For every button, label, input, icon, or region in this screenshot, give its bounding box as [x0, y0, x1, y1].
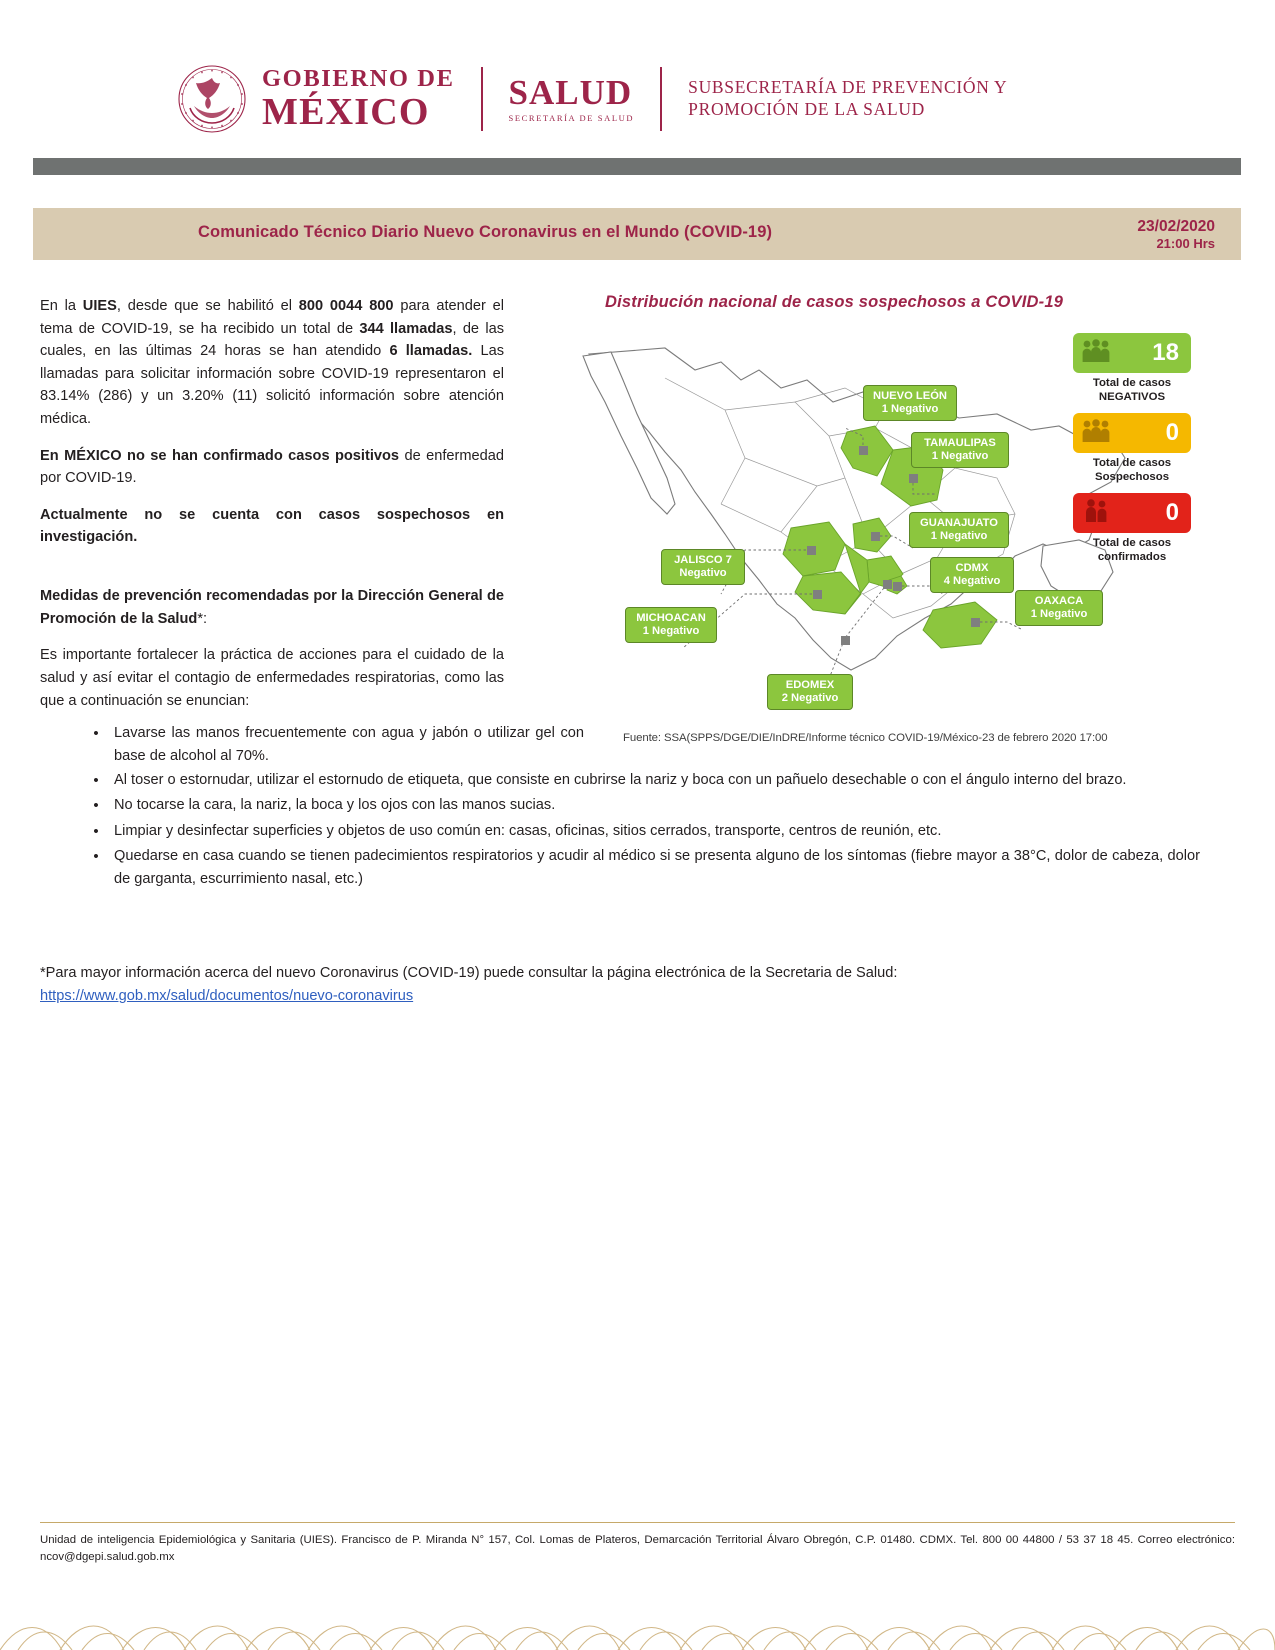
salud-wordmark — [509, 75, 635, 123]
p1-bold-phone: 800 0044 800 — [298, 298, 394, 314]
people-icon-negativos — [1081, 338, 1111, 369]
column-spacer — [40, 563, 504, 585]
document-title-bar — [33, 208, 1241, 260]
list-item — [40, 845, 1200, 890]
p1-seg1: En la — [40, 298, 83, 314]
subsecretaria-line-1: SUBSECRETARÍA DE PREVENCIÓN Y — [688, 77, 1008, 98]
legend-caption-confirmados-l2: confirmados — [1097, 550, 1167, 563]
paragraph-no-positivos — [40, 445, 504, 490]
state-name-oaxaca: OAXACA — [1034, 595, 1084, 607]
bullet-text-2: Al toser o estornudar, utilizar el estornudo de etiqueta, que consiste en cubrirse la nariz y boca con un pañuelo desechable o con el ángulo interno del brazo. — [114, 772, 1127, 789]
p1-bold-total: 344 llamadas — [359, 320, 453, 337]
state-name-jalisco: JALISCO 7 — [674, 554, 732, 566]
p4-bold: Medidas de prevención recomendadas por la Dirección General de Promoción de la Salud — [40, 588, 504, 627]
state-callout-nuevo-leon — [863, 385, 957, 421]
footer-divider — [40, 1522, 1235, 1523]
footnote-block — [40, 962, 1200, 1009]
bullet-icon: • — [93, 822, 99, 840]
list-item — [40, 769, 1200, 792]
legend-caption-sospechosos — [1067, 457, 1197, 484]
state-callout-michoacan — [625, 607, 717, 643]
report-date-block — [1137, 217, 1215, 253]
state-callout-cdmx — [930, 557, 1014, 593]
legend-number-sospechosos: 0 — [1165, 419, 1179, 446]
header-logos — [170, 62, 1007, 136]
state-name-tamaulipas: TAMAULIPAS — [924, 437, 996, 449]
salud-subtitle: SECRETARÍA DE SALUD — [508, 113, 635, 123]
bullet-icon: • — [93, 772, 99, 790]
divider-1 — [481, 67, 483, 131]
map-title: Distribución nacional de casos sospechosos a COVID-19 — [605, 293, 1064, 311]
prevention-measures-list — [40, 722, 1200, 892]
report-time: 21:00 Hrs — [1156, 236, 1215, 252]
p1-seg4: , de las cuales, en las últimas 24 horas se han atendido — [40, 320, 504, 360]
p1-seg5: Las llamadas para solicitar información sobre COVID-19 representaron el 83.14% (286) y un 3.20% (11) solicitó información sobre atención médica. — [40, 343, 504, 428]
mexico-line: MÉXICO — [262, 91, 430, 134]
p2-rest: de enfermedad por COVID-19. — [40, 447, 504, 487]
p1-bold-24h: 6 llamadas. — [389, 343, 473, 360]
page-header — [0, 0, 1275, 165]
state-name-guanajuato: GUANAJUATO — [920, 517, 998, 529]
state-value-cdmx: 4 Negativo — [943, 575, 1001, 588]
paragraph-uies — [40, 295, 504, 431]
state-name-edomex: EDOMEX — [785, 679, 835, 691]
p1-seg3: para atender el tema de COVID-19, se ha recibido un total de — [40, 298, 504, 337]
mexico-map-figure — [545, 318, 1155, 718]
state-name-nuevo-leon: NUEVO LEÓN — [873, 390, 947, 402]
page-title: Comunicado Técnico Diario Nuevo Coronavirus en el Mundo (COVID-19) — [198, 223, 773, 241]
state-callout-edomex — [767, 674, 853, 710]
state-value-oaxaca: 1 Negativo — [1030, 608, 1088, 621]
people-icon-confirmados — [1081, 498, 1111, 529]
state-name-michoacan: MICHOACAN — [636, 612, 706, 624]
legend-box-negativos — [1073, 333, 1191, 373]
state-value-guanajuato: 1 Negativo — [930, 530, 988, 543]
bullet-text-4: Limpiar y desinfectar superficies y objetos de uso común en: casas, oficinas, sitios cerrados, transporte, centros de reunión, etc. — [114, 822, 942, 839]
list-item — [40, 794, 1200, 817]
list-item — [40, 722, 1200, 767]
coronavirus-link[interactable]: https://www.gob.mx/salud/documentos/nuevo-coronavirus — [40, 988, 414, 1005]
map-panel — [545, 285, 1235, 755]
footer-address: Unidad de inteligencia Epidemiológica y Sanitaria (UIES). Francisco de P. Miranda N° 157, Col. Lomas de Plateros, Demarcación Territorial Álvaro Obregón, C.P. 01480. CDMX. Tel. 800 00 44800 / 53 37 18 45. Correo electrónico: ncov@dgepi.salud.gob.mx — [40, 1534, 1235, 1563]
legend-caption-negativos-l2: NEGATIVOS — [1098, 390, 1166, 403]
state-value-nuevo-leon: 1 Negativo — [881, 403, 939, 416]
divider-2 — [660, 67, 662, 131]
footer-decorative-band — [0, 1600, 1275, 1650]
paragraph-medidas-heading — [40, 585, 504, 630]
paragraph-importante: Es importante fortalecer la práctica de acciones para el cuidado de la salud y así evitar el contagio de enfermedades respiratorias, como las que a continuación se enuncian: — [40, 647, 504, 709]
p2-bold: En MÉXICO no se han confirmado casos positivos — [40, 447, 400, 464]
legend-number-negativos: 18 — [1152, 339, 1179, 366]
legend-caption-confirmados — [1067, 537, 1197, 564]
bullet-icon: • — [93, 847, 99, 865]
paragraph-no-sospechosos — [40, 504, 504, 549]
legend-box-sospechosos — [1073, 413, 1191, 453]
p4-rest: *: — [197, 610, 208, 627]
legend-caption-negativos — [1067, 377, 1197, 404]
state-callout-guanajuato — [909, 512, 1009, 548]
people-icon-sospechosos — [1081, 418, 1111, 449]
left-text-column — [40, 295, 504, 726]
footnote-text: *Para mayor información acerca del nuevo Coronavirus (COVID-19) puede consultar la página electrónica de la Secretaria de Salud: — [40, 965, 898, 981]
state-callout-jalisco — [661, 549, 745, 585]
legend-caption-negativos-l1: Total de casos — [1092, 377, 1172, 389]
report-date: 23/02/2020 — [1137, 218, 1215, 235]
map-source-note: Fuente: SSA(SPPS/DGE/DIE/InDRE/Informe técnico COVID-19/México-23 de febrero 2020 17:00 — [623, 732, 1108, 744]
subsecretaria-line-2: PROMOCIÓN DE LA SALUD — [688, 99, 926, 119]
p1-bold-uies: UIES — [82, 298, 117, 314]
list-item — [40, 820, 1200, 843]
bullet-text-5: Quedarse en casa cuando se tienen padecimientos respiratorios y acudir al médico si se presenta alguno de los síntomas (fiebre mayor a 38°C, dolor de cabeza, dolor de garganta, escurrimiento nasal, etc.) — [114, 847, 1200, 887]
gobierno-line: GOBIERNO DE — [262, 64, 455, 92]
salud-word: SALUD — [508, 73, 633, 112]
state-name-cdmx: CDMX — [955, 562, 989, 574]
gobierno-de-mexico-wordmark — [262, 64, 455, 134]
state-value-tamaulipas: 1 Negativo — [931, 450, 989, 463]
bullet-icon: • — [93, 725, 99, 742]
bullet-text-3: No tocarse la cara, la nariz, la boca y los ojos con las manos sucias. — [114, 797, 556, 814]
legend-caption-confirmados-l1: Total de casos — [1092, 537, 1172, 549]
state-value-edomex: 2 Negativo — [781, 692, 839, 705]
legend-number-confirmados: 0 — [1165, 499, 1179, 526]
legend-caption-sospechosos-l2: Sospechosos — [1094, 470, 1170, 483]
mexican-coat-of-arms-icon — [170, 62, 254, 136]
subsecretaria-wordmark — [688, 77, 1007, 121]
state-callout-oaxaca — [1015, 590, 1103, 626]
legend-box-confirmados — [1073, 493, 1191, 533]
bullet-icon: • — [93, 797, 99, 815]
bullet-text-1: Lavarse las manos frecuentemente con agua y jabón o utilizar gel con base de alcohol al 70%. — [114, 725, 584, 764]
legend-caption-sospechosos-l1: Total de casos — [1092, 457, 1172, 469]
p3-bold: Actualmente no se cuenta con casos sospechosos en investigación. — [40, 506, 504, 546]
state-value-jalisco: Negativo — [679, 567, 727, 580]
p1-seg2: , desde que se habilitó el — [116, 298, 299, 314]
header-grey-bar — [33, 158, 1241, 175]
state-callout-tamaulipas — [911, 432, 1009, 468]
state-value-michoacan: 1 Negativo — [642, 625, 700, 638]
